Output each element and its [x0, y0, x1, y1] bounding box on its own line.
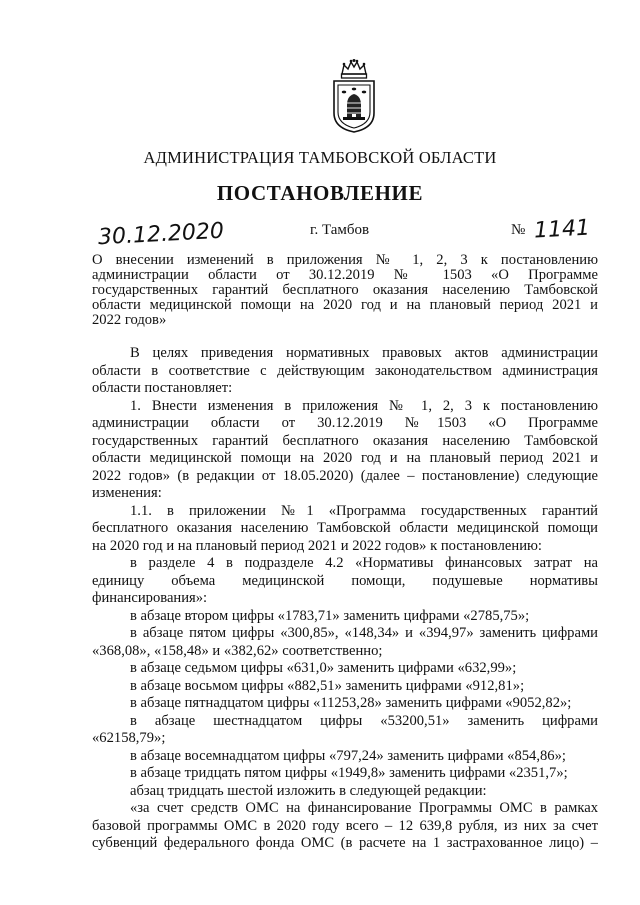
body-line: абзац тридцать шестой изложить в следующей редакции:	[130, 782, 487, 799]
body-line: «за счет средств ОМС на финансирование Программы ОМС в рамках	[130, 800, 598, 816]
document-city: г. Тамбов	[310, 222, 370, 238]
body-line: базовой программы ОМС в 2020 году всего – 12 639,8 рубля, из них за счет	[92, 817, 598, 834]
body-line: в абзаце восемнадцатом цифры «797,24» заменить цифрами «854,86»;	[130, 747, 566, 764]
document-type: ПОСТАНОВЛЕНИЕ	[216, 181, 424, 205]
document-number: 1141	[533, 215, 591, 244]
subject-line: О внесении изменений в приложения № 1, 2, 3 к постановлению	[92, 252, 598, 268]
body-line: в абзаце шестнадцатом цифры «53200,51» заменить цифрами	[130, 712, 598, 729]
body-line: финансирования»:	[92, 590, 208, 606]
body-line: области медицинской помощи на 2020 год и на плановый период 2021 и	[92, 450, 598, 466]
subject-line: администрации области от 30.12.2019 № 1503 «О Программе	[92, 267, 598, 283]
body-line: в абзаце пятом цифры «300,85», «148,34» и «394,97» заменить цифрами	[130, 625, 598, 641]
body-line: субвенций федерального фонда ОМС (в расчете на 1 застрахованное лицо) –	[92, 835, 598, 851]
body-line: 1. Внести изменения в приложения № 1, 2, 3 к постановлению	[130, 397, 598, 414]
body-line: в разделе 4 в подразделе 4.2 «Нормативы финансовых затрат на	[130, 555, 598, 571]
body-line: «368,08», «158,48» и «382,62» соответственно;	[92, 642, 383, 659]
body-line: 1.1. в приложении №1 «Программа государственных гарантий	[130, 502, 598, 519]
body-line: в абзаце седьмом цифры «631,0» заменить цифрами «632,99»;	[130, 660, 517, 676]
body-line: изменения:	[92, 485, 162, 501]
document-date: 30.12.2020	[97, 218, 225, 251]
document-number-label: №	[511, 222, 526, 238]
body-line: государственных гарантий бесплатного оказания населению Тамбовской	[92, 432, 598, 449]
body-line: в абзаце восьмом цифры «882,51» заменить цифрами «912,81»;	[130, 677, 525, 694]
subject-line: области медицинской помощи на 2020 год и на плановый период 2021 и	[92, 297, 598, 313]
body-line: в абзаце пятнадцатом цифры «11253,28» заменить цифрами «9052,82»;	[130, 695, 572, 711]
document-body	[92, 345, 598, 853]
body-line: на 2020 год и на плановый период 2021 и 2022 годов» к постановлению:	[92, 537, 542, 554]
body-line: бесплатного оказания населению Тамбовской области медицинской помощи	[92, 520, 598, 536]
subject-line: государственных гарантий бесплатного оказания населению Тамбовской	[92, 282, 598, 298]
body-line: в абзаце втором цифры «1783,71» заменить цифрами «2785,75»;	[130, 607, 530, 624]
coat-of-arms-icon	[329, 57, 379, 133]
body-line: в абзаце тридцать пятом цифры «1949,8» заменить цифрами «2351,7»;	[130, 765, 568, 781]
body-line: «62158,79»;	[92, 730, 166, 746]
body-line: В целях приведения нормативных правовых актов администрации	[130, 345, 598, 361]
body-line: 2022 годов» (в редакции от 18.05.2020) (далее – постановление) следующие	[92, 467, 598, 484]
subject-line: 2022 годов»	[92, 312, 167, 328]
body-line: области постановляет:	[92, 380, 233, 396]
document-subject	[92, 253, 598, 328]
organization-name: АДМИНИСТРАЦИЯ ТАМБОВСКОЙ ОБЛАСТИ	[143, 148, 497, 167]
body-line: единицу объема медицинской помощи, подушевые нормативы	[92, 572, 598, 589]
body-line: области в соответствие с действующим законодательством администрация	[92, 362, 598, 379]
body-line: администрации области от 30.12.2019 №1503 «О Программе	[92, 415, 598, 431]
